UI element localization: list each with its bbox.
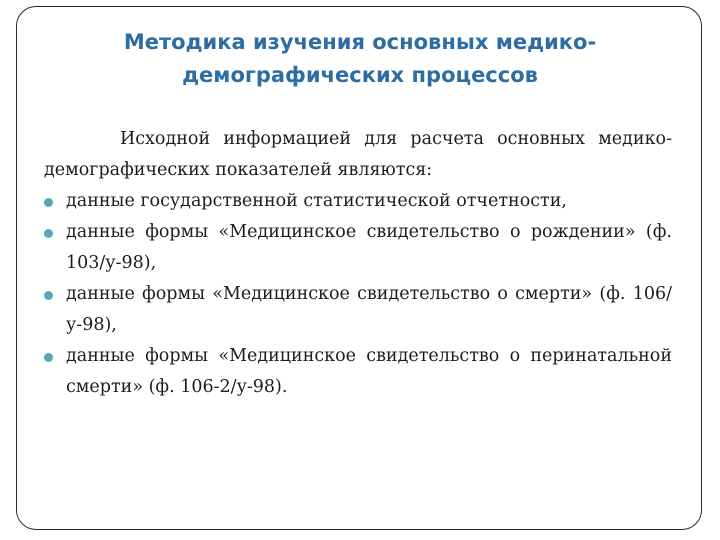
list-item-text: данные формы «Медицинское свидетельство о перинатальной смерти» (ф. 106-2/у-98). [66,346,672,397]
bullet-circle-icon [44,291,53,300]
intro-paragraph: Исходной информацией для расчета основных медико-демографических показателей являются: [44,129,672,180]
list-item [44,186,672,217]
bullet-circle-icon [44,353,53,362]
bullet-circle-icon [44,229,53,238]
list-item [44,341,672,403]
list-item-text: данные государственной статистической отчетности, [66,191,567,211]
list-item [44,217,672,279]
slide-body [44,124,672,403]
bullet-list [44,186,672,403]
list-item-text: данные формы «Медицинское свидетельство о рождении» (ф. 103/у-98), [66,222,672,273]
list-item [44,279,672,341]
list-item-text: данные формы «Медицинское свидетельство о смерти» (ф. 106/у-98), [66,284,672,335]
slide-title: Методика изучения основных медико-демографических процессов [123,30,597,87]
bullet-circle-icon [44,198,53,207]
